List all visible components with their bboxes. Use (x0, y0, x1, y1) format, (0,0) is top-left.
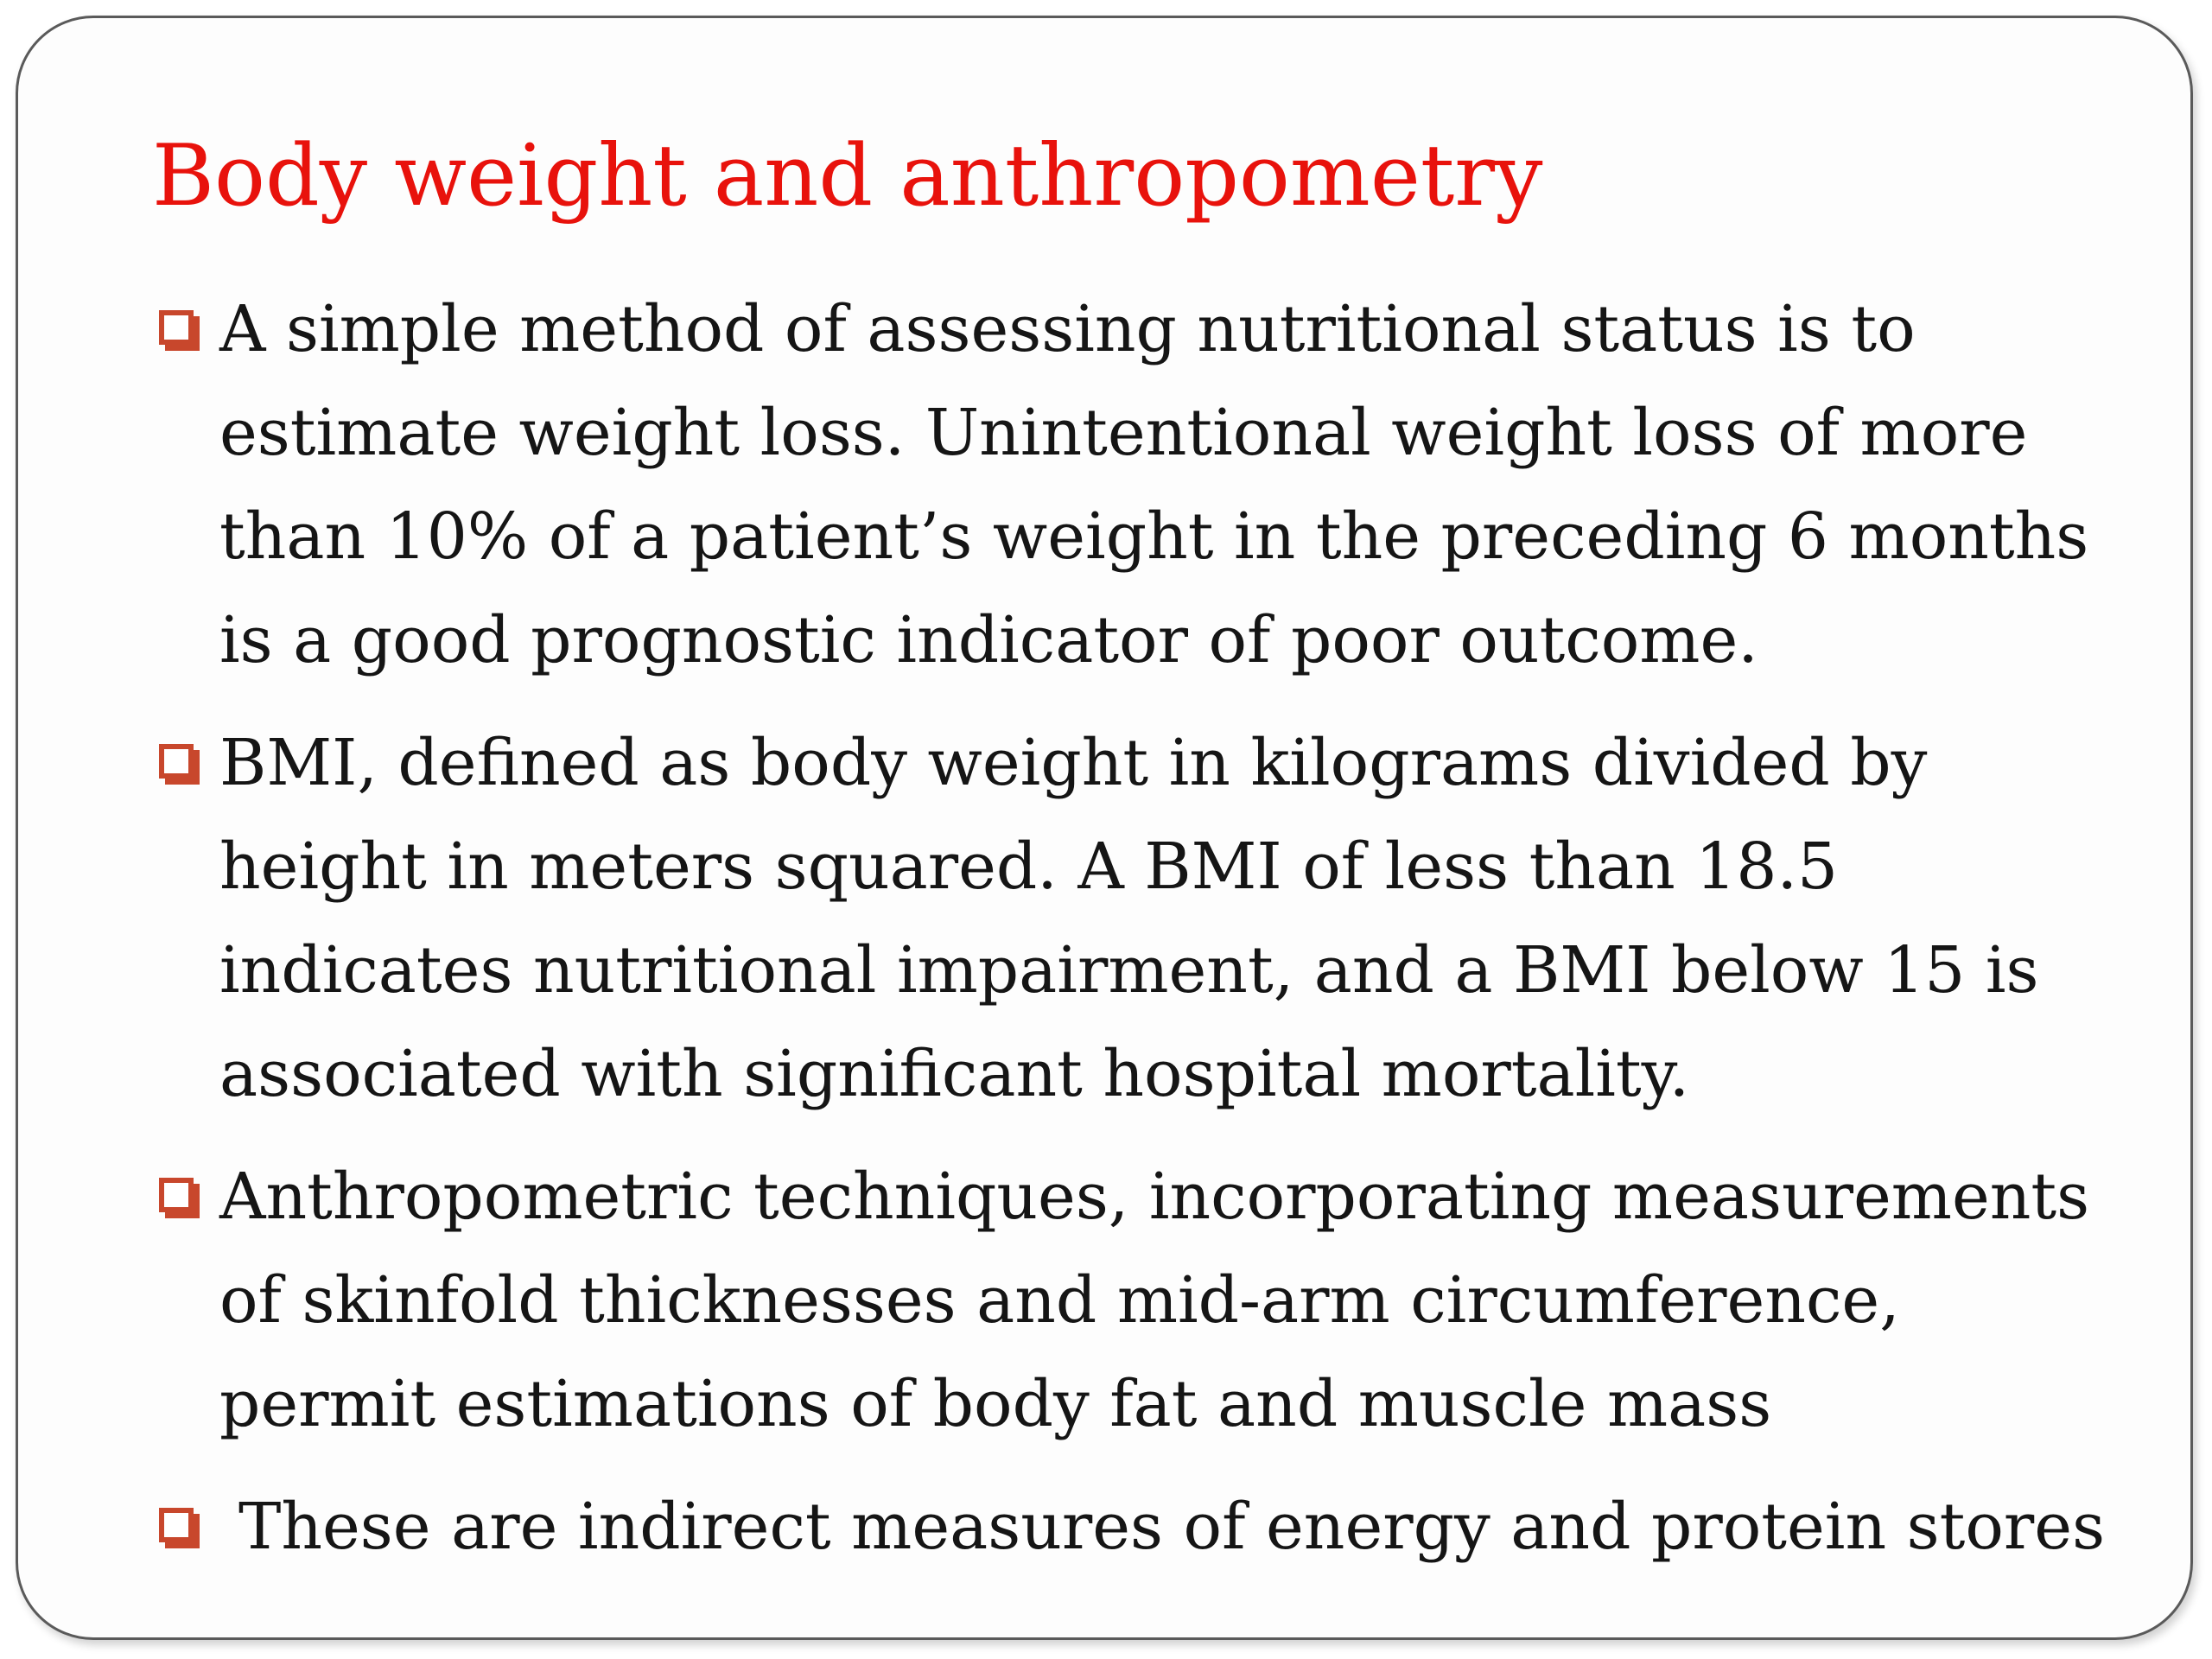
hollow-square-bullet-icon (159, 1178, 194, 1212)
bullet-text: Anthropometric techniques, incorporating measurements of skinfold thicknesses and mid-arm circumference, permit estimations of body fat and muscle mass (219, 1160, 2090, 1441)
bullet-item (152, 277, 2122, 692)
hollow-square-bullet-icon (159, 310, 194, 345)
bullet-item (152, 1145, 2122, 1456)
hollow-square-bullet-icon (159, 744, 194, 779)
bullet-item (152, 1475, 2122, 1579)
bullet-list (152, 277, 2122, 1598)
bullet-item (152, 711, 2122, 1126)
slide (16, 16, 2193, 1640)
bullet-text: BMI, defined as body weight in kilograms divided by height in meters squared. A BMI of less than 18.5 indicates nutritional impairment, and a BMI below 15 is associated with significant hospital mortality. (219, 726, 2039, 1111)
slide-title: Body weight and anthropometry (152, 127, 1543, 226)
bullet-text: These are indirect measures of energy and protein stores (238, 1490, 2106, 1564)
bullet-text: A simple method of assessing nutritional status is to estimate weight loss. Unintentional weight loss of more than 10% of a patient’s weight in the preceding 6 months is a good prognostic indicator of poor outcome. (219, 292, 2089, 677)
hollow-square-bullet-icon (159, 1508, 194, 1542)
